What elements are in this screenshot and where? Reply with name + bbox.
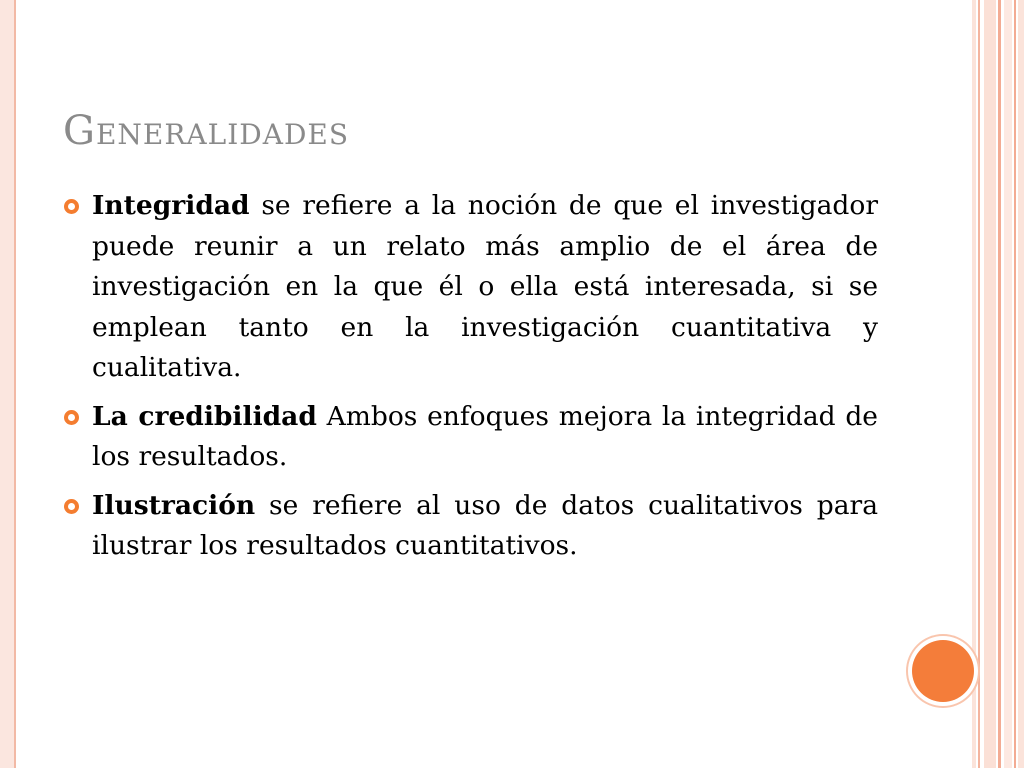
bullet-text xyxy=(92,186,878,389)
bullet-term: Integridad xyxy=(92,190,250,221)
bullet-item xyxy=(64,397,878,478)
orange-dot-icon xyxy=(912,640,974,702)
stripe xyxy=(978,0,980,768)
stripe xyxy=(998,0,1001,768)
slide-title: Generalidades xyxy=(63,108,350,154)
bullet-body: Ambos enfoques mejora la integridad de los resultados. xyxy=(92,400,878,472)
stripe xyxy=(984,0,996,768)
bullet-term: La credibilidad xyxy=(92,400,317,432)
stripe xyxy=(1004,0,1012,768)
stripe xyxy=(972,0,976,768)
stripe xyxy=(1018,0,1024,768)
bullet-text xyxy=(92,397,878,478)
circle-bullet-icon xyxy=(64,499,79,514)
left-frame-border xyxy=(0,0,16,768)
bullet-term: Ilustración xyxy=(92,489,256,521)
circle-bullet-icon xyxy=(64,410,79,425)
bullet-item xyxy=(64,486,878,567)
right-frame-stripes xyxy=(972,0,1024,768)
stripe xyxy=(1014,0,1016,768)
bullet-body: se refiere al uso de datos cualitativos para ilustrar los resultados cuantitativos. xyxy=(92,489,878,561)
bullet-item xyxy=(64,186,878,389)
bullet-body: se refiere a la noción de que el investigador puede reunir a un relato más amplio de el área de investigación en la que él o ella está interesada, si se emplean tanto en la investigación cuantitativa y cualitativa. xyxy=(92,190,878,383)
circle-bullet-icon xyxy=(64,199,79,214)
bullet-list xyxy=(64,186,878,575)
bullet-text xyxy=(92,486,878,567)
